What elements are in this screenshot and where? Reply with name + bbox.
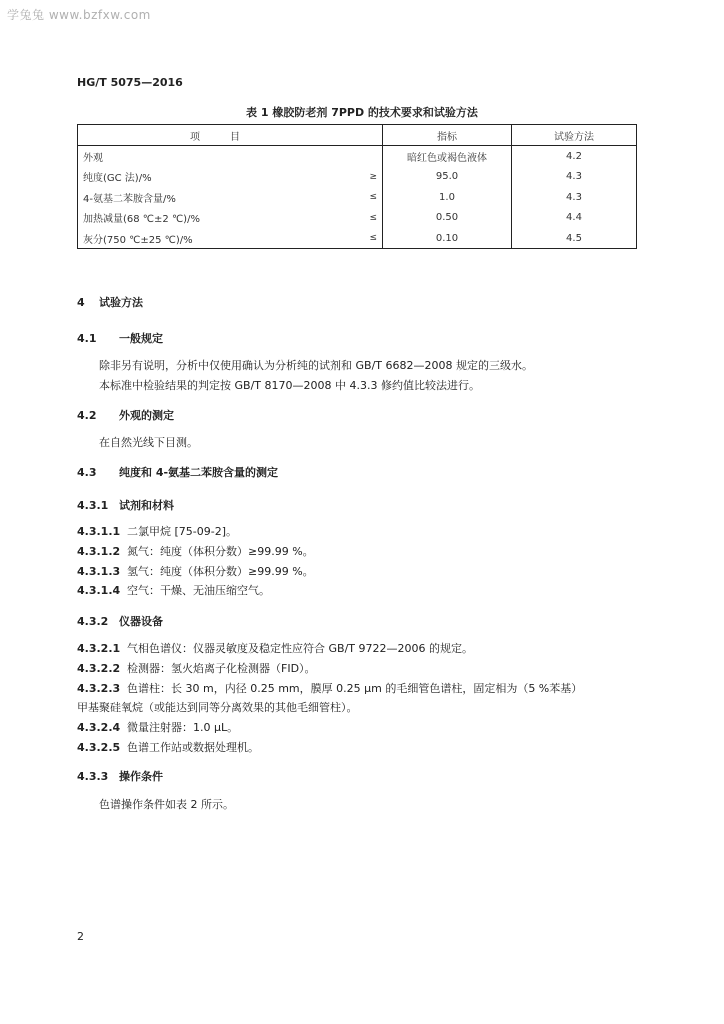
section-4-2-heading: 4.2 外观的测定 <box>77 409 174 422</box>
paragraph: 本标准中检验结果的判定按 GB/T 8170—2008 中 4.3.3 修约值比较法进行。 <box>99 379 480 392</box>
cell-method: 4.3 <box>512 187 637 207</box>
spec-table <box>77 124 637 249</box>
list-item: 4.3.2.4 微量注射器：1.0 μL。 <box>77 721 239 734</box>
cell-operator: ≤ <box>358 228 383 249</box>
cell-item: 灰分(750 ℃±25 ℃)/% <box>78 228 359 249</box>
table-title: 表 1 橡胶防老剂 7PPD 的技术要求和试验方法 <box>246 106 478 119</box>
cell-item: 纯度(GC 法)/% <box>78 167 359 187</box>
section-4-3-1-heading: 4.3.1 试剂和材料 <box>77 499 174 512</box>
cell-method: 4.3 <box>512 167 637 187</box>
header-value: 指标 <box>383 125 512 146</box>
document-code: HG/T 5075—2016 <box>77 76 183 89</box>
list-item: 4.3.1.4 空气：干燥、无油压缩空气。 <box>77 584 270 597</box>
table-header-row <box>78 125 637 146</box>
section-4-heading: 4 试验方法 <box>77 296 143 309</box>
cell-value: 暗红色或褐色液体 <box>383 146 512 167</box>
cell-value: 1.0 <box>383 187 512 207</box>
list-item: 4.3.1.2 氮气：纯度（体积分数）≥99.99 %。 <box>77 545 314 558</box>
section-4-1-heading: 4.1 一般规定 <box>77 332 163 345</box>
list-item: 4.3.2.2 检测器：氢火焰离子化检测器（FID）。 <box>77 662 316 675</box>
section-4-3-2-heading: 4.3.2 仪器设备 <box>77 615 163 628</box>
cell-operator: ≥ <box>358 167 383 187</box>
paragraph: 在自然光线下目测。 <box>99 436 198 449</box>
list-item: 4.3.2.3 色谱柱：长 30 m，内径 0.25 mm，膜厚 0.25 μm 的毛细管色谱柱，固定相为（5 %苯基） <box>77 682 583 695</box>
header-method: 试验方法 <box>512 125 637 146</box>
table-row <box>78 167 637 187</box>
cell-operator: ≤ <box>358 208 383 228</box>
table-row <box>78 228 637 249</box>
cell-method: 4.4 <box>512 208 637 228</box>
list-item-continuation: 甲基聚硅氧烷（或能达到同等分离效果的其他毛细管柱）。 <box>77 701 358 714</box>
list-item: 4.3.2.1 气相色谱仪：仪器灵敏度及稳定性应符合 GB/T 9722—2006 的规定。 <box>77 642 473 655</box>
watermark: 学兔兔 www.bzfxw.com <box>7 8 151 22</box>
section-4-3-3-heading: 4.3.3 操作条件 <box>77 770 163 783</box>
header-item: 项目 <box>78 125 383 146</box>
cell-value: 0.10 <box>383 228 512 249</box>
list-item: 4.3.1.3 氢气：纯度（体积分数）≥99.99 %。 <box>77 565 314 578</box>
cell-item: 4-氨基二苯胺含量/% <box>78 187 359 207</box>
paragraph: 除非另有说明，分析中仅使用确认为分析纯的试剂和 GB/T 6682—2008 规定的三级水。 <box>99 359 533 372</box>
cell-operator: ≤ <box>358 187 383 207</box>
section-4-3-heading: 4.3 纯度和 4-氨基二苯胺含量的测定 <box>77 466 279 479</box>
list-item: 4.3.2.5 色谱工作站或数据处理机。 <box>77 741 259 754</box>
table-row <box>78 208 637 228</box>
page-number: 2 <box>77 930 84 943</box>
table-row <box>78 187 637 207</box>
cell-item: 外观 <box>78 146 359 167</box>
table-row <box>78 146 637 167</box>
cell-method: 4.2 <box>512 146 637 167</box>
cell-value: 95.0 <box>383 167 512 187</box>
cell-item: 加热减量(68 ℃±2 ℃)/% <box>78 208 359 228</box>
cell-method: 4.5 <box>512 228 637 249</box>
list-item: 4.3.1.1 二氯甲烷 [75-09-2]。 <box>77 525 238 538</box>
cell-operator <box>358 146 383 167</box>
paragraph: 色谱操作条件如表 2 所示。 <box>99 798 234 811</box>
cell-value: 0.50 <box>383 208 512 228</box>
